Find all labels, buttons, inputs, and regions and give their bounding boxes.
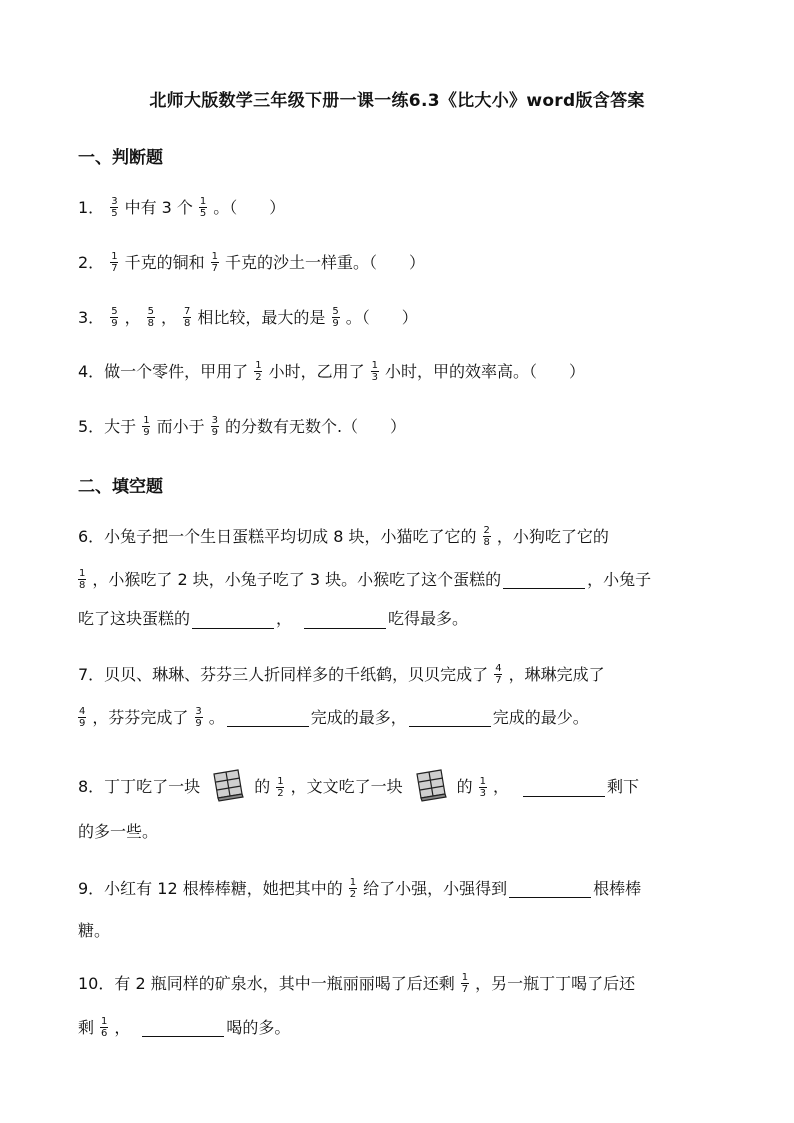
question-8-line-1	[78, 766, 639, 808]
question-text: 剩	[78, 1017, 95, 1037]
question-text: ，文文吃了一块	[290, 777, 403, 796]
question-text: 。	[208, 707, 225, 727]
question-text: 剩下	[607, 777, 640, 796]
fraction: $\frac{1}{5}$	[199, 196, 207, 219]
fraction: $\frac{5}{9}$	[332, 306, 339, 329]
question-text: ，小狗吃了它的	[496, 526, 609, 546]
fraction: $\frac{4}{9}$	[79, 706, 86, 729]
fraction: $\frac{5}{8}$	[147, 306, 154, 329]
question-text: 给了小强，小强得到	[363, 878, 508, 898]
question-text: ，小兔子	[587, 569, 652, 589]
question-text: ，	[492, 777, 509, 796]
question-5	[78, 415, 406, 438]
fraction: $\frac{3}{9}$	[211, 415, 218, 438]
question-text: 千克的铜和	[124, 252, 205, 272]
fraction: $\frac{1}{2}$	[349, 877, 357, 900]
answer-parentheses[interactable]: 。（ ）	[213, 197, 286, 217]
question-text: 完成的最多，	[310, 707, 407, 727]
question-text: ，芬芬完成了	[92, 707, 189, 727]
answer-blank[interactable]	[503, 570, 585, 589]
fraction: $\frac{1}{7}$	[111, 251, 118, 274]
question-text: 9．小红有 12 根棒棒糖，她把其中的	[78, 878, 343, 898]
answer-blank[interactable]	[227, 708, 309, 727]
question-text: 的	[456, 777, 473, 796]
question-text: 喝的多。	[226, 1017, 291, 1037]
section-heading-fill-blank: 二、填空题	[78, 477, 163, 497]
question-text: 的多一些。	[78, 822, 159, 841]
question-text: ，另一瓶丁丁喝了后还	[475, 973, 636, 993]
question-6-line-2	[72, 568, 651, 591]
question-text: 根棒棒	[593, 878, 642, 898]
question-text: 7．贝贝、琳琳、芬芬三人折同样多的千纸鹤，贝贝完成了	[78, 664, 489, 684]
question-3	[78, 306, 418, 329]
section-heading-true-false: 一、判断题	[78, 148, 163, 168]
question-text: 1．	[78, 197, 105, 217]
question-text: 糖。	[78, 921, 111, 940]
question-text: ，	[114, 1017, 131, 1037]
question-4	[78, 360, 585, 383]
question-text: 8．丁丁吃了一块	[78, 777, 201, 796]
question-text: 吃得最多。	[388, 609, 469, 628]
page-title: 北师大版数学三年级下册一课一练6.3《比大小》word版含答案	[149, 91, 645, 111]
fraction: $\frac{5}{9}$	[111, 306, 118, 329]
answer-blank[interactable]	[142, 1018, 224, 1037]
answer-parentheses[interactable]: 。（ ）	[345, 307, 418, 327]
answer-blank[interactable]	[509, 879, 591, 898]
answer-blank[interactable]	[192, 610, 274, 629]
question-text: ，	[124, 307, 141, 327]
chocolate-bar-image	[208, 766, 246, 808]
question-text: 中有 3 个	[124, 197, 193, 217]
question-text: 吃了这块蛋糕的	[78, 609, 191, 628]
answer-blank[interactable]	[409, 708, 491, 727]
answer-parentheses[interactable]: 千克的沙土一样重。（ ）	[224, 252, 425, 272]
question-text: 6．小兔子把一个生日蛋糕平均切成 8 块，小猫吃了它的	[78, 526, 477, 546]
fraction: $\frac{3}{9}$	[195, 706, 202, 729]
question-2	[78, 251, 425, 274]
answer-parentheses[interactable]: 的分数有无数个.（ ）	[224, 416, 407, 436]
fraction: $\frac{4}{7}$	[495, 663, 502, 686]
question-text: ，	[160, 307, 177, 327]
question-9-line-2	[78, 920, 110, 942]
fraction: $\frac{1}{6}$	[101, 1016, 108, 1039]
question-text: 2．	[78, 252, 105, 272]
answer-parentheses[interactable]: 小时，甲的效率高。（ ）	[384, 361, 585, 381]
question-1	[78, 196, 285, 219]
question-text: 4．做一个零件，甲用了	[78, 361, 249, 381]
question-text: 5．大于	[78, 416, 137, 436]
question-text: 相比较，最大的是	[197, 307, 326, 327]
question-6-line-1	[78, 525, 609, 548]
question-text: 的	[254, 777, 271, 796]
fraction: $\frac{1}{7}$	[461, 972, 469, 995]
fraction: $\frac{1}{2}$	[255, 360, 262, 383]
question-text: 3．	[78, 307, 105, 327]
question-text: ，琳琳完成了	[508, 664, 605, 684]
question-8-line-2	[78, 821, 158, 843]
fraction: $\frac{1}{2}$	[277, 775, 284, 799]
question-text: 10．有 2 瓶同样的矿泉水，其中一瓶丽丽喝了后还剩	[78, 973, 455, 993]
answer-blank[interactable]	[304, 610, 386, 629]
fraction: $\frac{1}{3}$	[371, 360, 378, 383]
fraction: $\frac{1}{7}$	[211, 251, 218, 274]
question-7-line-2	[72, 706, 589, 729]
question-10-line-2	[78, 1016, 290, 1039]
fraction: $\frac{1}{9}$	[143, 415, 150, 438]
question-text: 完成的最少。	[492, 707, 589, 727]
fraction: $\frac{1}{8}$	[79, 568, 86, 591]
question-10-line-1	[78, 972, 635, 995]
chocolate-bar-image	[411, 766, 449, 808]
question-text: 而小于	[156, 416, 205, 436]
fraction: $\frac{2}{8}$	[483, 525, 490, 548]
question-text: 小时，乙用了	[268, 361, 365, 381]
answer-blank[interactable]	[523, 778, 605, 797]
fraction: $\frac{7}{8}$	[183, 306, 191, 329]
question-9-line-1	[78, 877, 641, 900]
question-6-line-3	[78, 608, 468, 630]
question-text: ，小猴吃了 2 块，小兔子吃了 3 块。小猴吃了这个蛋糕的	[92, 569, 502, 589]
fraction: $\frac{1}{3}$	[479, 775, 486, 799]
fraction: $\frac{3}{5}$	[111, 196, 118, 219]
question-7-line-1	[78, 663, 605, 686]
question-text: ，	[276, 609, 293, 628]
